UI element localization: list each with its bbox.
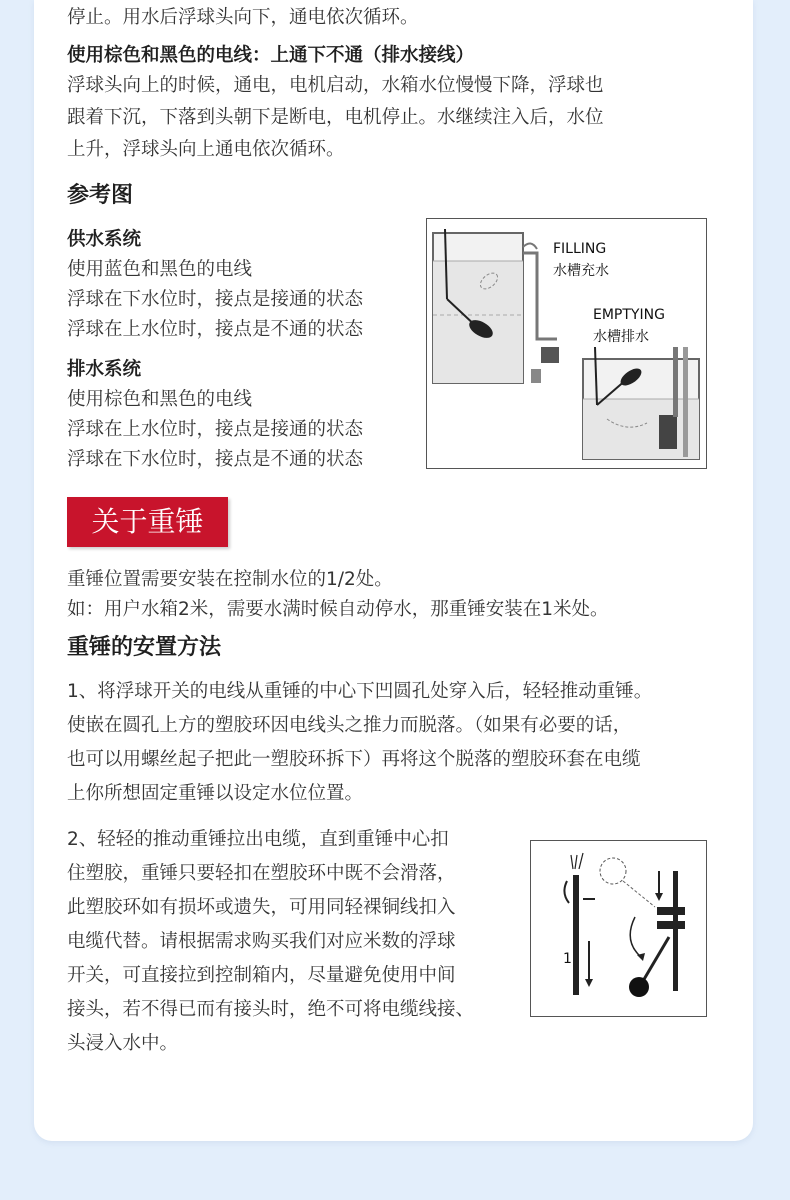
- method-para2-line: 住塑胶，重锤只要轻扣在塑胶环中既不会滑落，: [67, 863, 456, 884]
- tank-diagram: [427, 219, 706, 468]
- brown-black-heading: 使用棕色和黑色的电线：上通下不通（排水接线）: [67, 45, 475, 66]
- method-para2-line: 开关，可直接拉到控制箱内，尽量避免使用中间: [67, 965, 456, 986]
- method-para1-line: 1、将浮球开关的电线从重锤的中心下凹圆孔处穿入后，轻轻推动重锤。: [67, 681, 653, 702]
- method-para2-line: 接头，若不得已而有接头时，绝不可将电缆线接、: [67, 999, 475, 1020]
- method-para1-line: 也可以用螺丝起子把此一塑胶环拆下）再将这个脱落的塑胶环套在电缆: [67, 749, 641, 770]
- brown-black-line: 浮球头向上的时候，通电，电机启动，水箱水位慢慢下降，浮球也: [67, 75, 604, 96]
- emptying-en-label: EMPTYING: [593, 307, 665, 323]
- weight-line: 重锤位置需要安装在控制水位的1/2处。: [67, 569, 393, 590]
- weight-diagram-figure: [530, 840, 707, 1017]
- intro-line-top: 停止。用水后浮球头向下，通电依次循环。: [67, 7, 419, 28]
- supply-line: 使用蓝色和黑色的电线: [67, 259, 253, 280]
- filling-cn-label: 水槽充水: [553, 263, 609, 279]
- method-para1-line: 上你所想固定重锤以设定水位位置。: [67, 783, 364, 804]
- filling-tank-illustration: [433, 229, 559, 383]
- supply-line: 浮球在上水位时，接点是不通的状态: [67, 319, 364, 340]
- reference-title: 参考图: [67, 183, 134, 208]
- weight-line: 如：用户水箱2米，需要水满时候自动停水，那重锤安装在1米处。: [67, 599, 609, 620]
- method-para2-line: 2、轻轻的推动重锤拉出电缆，直到重锤中心扣: [67, 829, 449, 850]
- weight-section-banner: 关于重锤: [67, 497, 228, 547]
- cable-right-illustration: [600, 858, 685, 997]
- supply-heading: 供水系统: [67, 229, 142, 250]
- method-para1-line: 使嵌在圆孔上方的塑胶环因电线头之推力而脱落。（如果有必要的话，: [67, 715, 632, 736]
- drain-heading: 排水系统: [67, 359, 142, 380]
- brown-black-line: 跟着下沉，下落到头朝下是断电，电机停止。水继续注入后，水位: [67, 107, 604, 128]
- tank-diagram-figure: [426, 218, 707, 469]
- brown-black-line: 上升，浮球头向上通电依次循环。: [67, 139, 345, 160]
- drain-line: 浮球在上水位时，接点是接通的状态: [67, 419, 364, 440]
- supply-line: 浮球在下水位时，接点是接通的状态: [67, 289, 364, 310]
- drain-line: 使用棕色和黑色的电线: [67, 389, 253, 410]
- method-para2-line: 头浸入水中。: [67, 1033, 179, 1054]
- method-title: 重锤的安置方法: [67, 635, 222, 660]
- weight-figure-label: 1: [563, 951, 572, 967]
- method-para2-line: 电缆代替。请根据需求购买我们对应米数的浮球: [67, 931, 456, 952]
- emptying-cn-label: 水槽排水: [593, 329, 649, 345]
- method-para2-line: 此塑胶环如有损坏或遗失，可用同轻裸铜线扣入: [67, 897, 456, 918]
- drain-line: 浮球在下水位时，接点是不通的状态: [67, 449, 364, 470]
- weight-diagram: [531, 841, 706, 1016]
- filling-en-label: FILLING: [553, 241, 607, 257]
- cable-left-illustration: [564, 853, 595, 995]
- emptying-tank-illustration: [583, 347, 699, 459]
